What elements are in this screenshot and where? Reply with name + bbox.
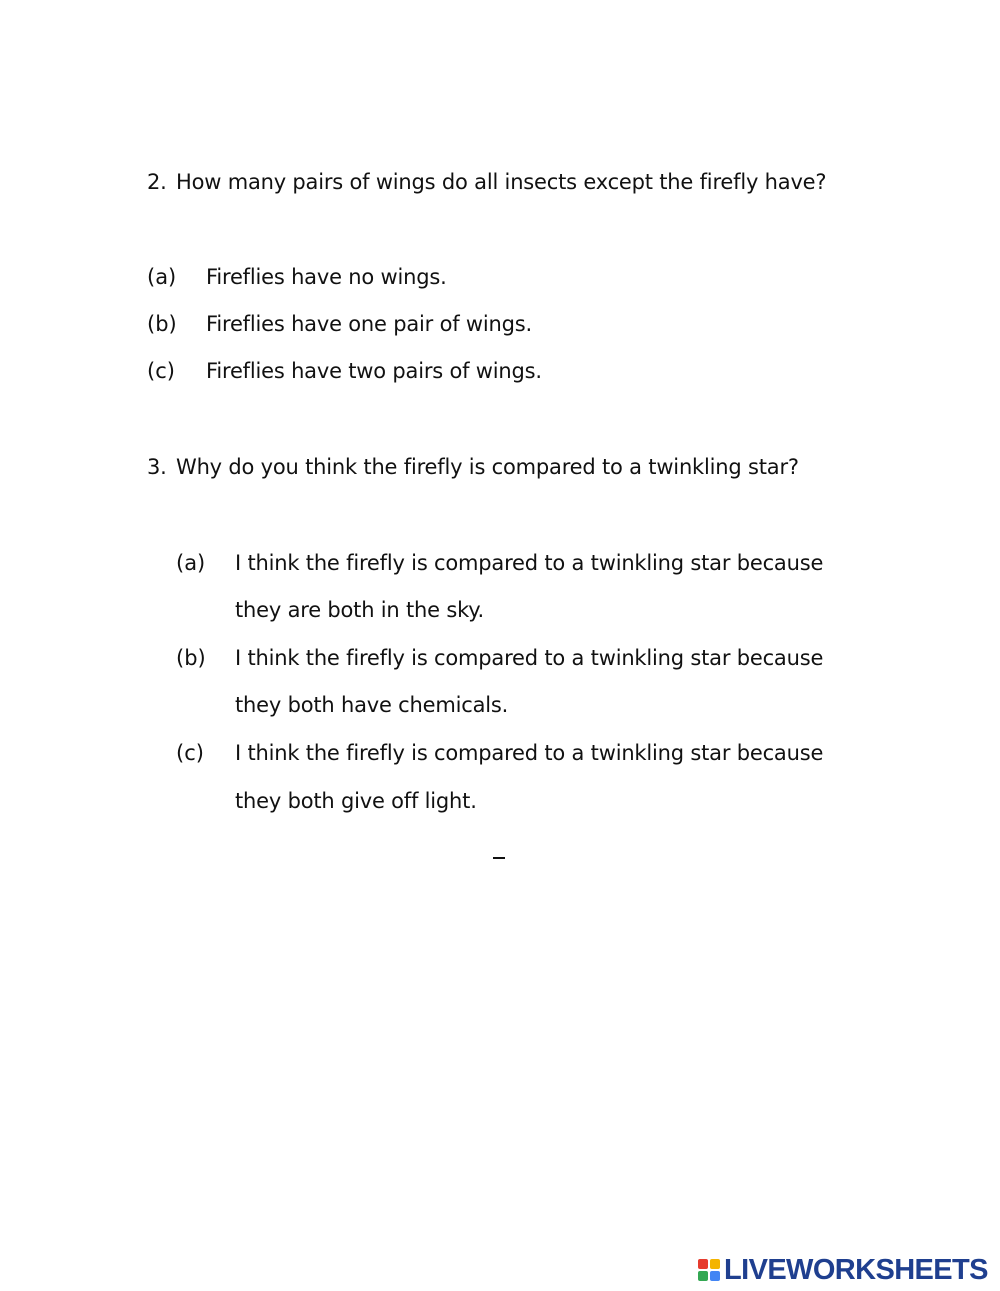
q2-option-c-letter: (c) — [147, 359, 175, 383]
question-3 — [147, 455, 799, 479]
q2-option-c-text: Fireflies have two pairs of wings. — [206, 359, 542, 383]
question-2 — [147, 170, 826, 194]
logo-block-green — [698, 1271, 708, 1281]
logo-block-red — [698, 1259, 708, 1269]
logo-brand-text: LIVEWORKSHEETS — [724, 1253, 988, 1286]
q3-option-c-letter: (c) — [176, 741, 204, 765]
q2-option-b-letter: (b) — [147, 312, 177, 336]
q2-option-a-letter: (a) — [147, 265, 177, 289]
question-3-number: 3. — [147, 455, 167, 479]
question-3-text: Why do you think the firefly is compared to a twinkling star? — [176, 455, 799, 479]
q3-option-c-line1: I think the firefly is compared to a twinkling star because — [235, 741, 824, 765]
q3-option-a-line1: I think the firefly is compared to a twinkling star because — [235, 551, 824, 575]
question-2-number: 2. — [147, 170, 167, 194]
logo-block-blue — [710, 1271, 720, 1281]
q3-option-a-line2: they are both in the sky. — [235, 598, 485, 622]
liveworksheets-logo — [698, 1255, 988, 1285]
logo-block-yellow — [710, 1259, 720, 1269]
question-2-text: How many pairs of wings do all insects except the firefly have? — [176, 170, 827, 194]
answer-blank-dash — [493, 857, 505, 859]
logo-blocks-icon — [698, 1259, 720, 1281]
q3-option-b-line1: I think the firefly is compared to a twinkling star because — [235, 646, 824, 670]
q2-option-a-text: Fireflies have no wings. — [206, 265, 447, 289]
q3-option-a-letter: (a) — [176, 551, 206, 575]
q3-option-b-letter: (b) — [176, 646, 206, 670]
q2-option-b-text: Fireflies have one pair of wings. — [206, 312, 532, 336]
q3-option-c-line2: they both give off light. — [235, 789, 477, 813]
q3-option-b-line2: they both have chemicals. — [235, 693, 509, 717]
